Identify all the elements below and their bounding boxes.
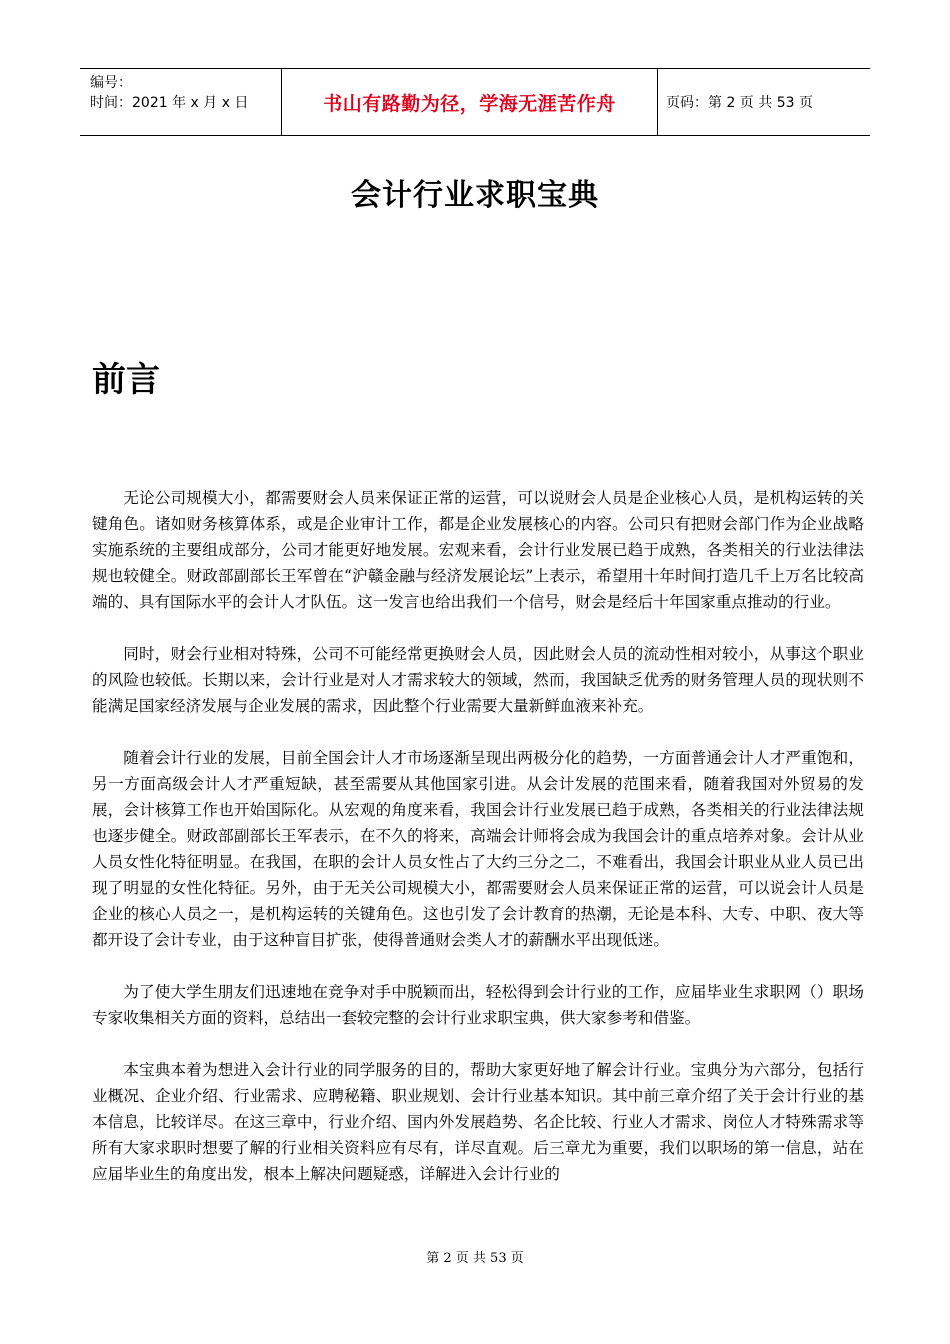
section-heading: 前言 [92,360,160,400]
body-paragraph: 本宝典本着为想进入会计行业的同学服务的目的，帮助大家更好地了解会计行业。宝典分为六部分，包括行业概况、企业介绍、行业需求、应聘秘籍、职业规划、会计行业基本知识。其中前三章介绍了关于会计行业的基本信息，比较详尽。在这三章中，行业介绍、国内外发展趋势、名企比较、行业人才需求、岗位人才特殊需求等所有大家求职时想要了解的行业相关资料应有尽有，详尽直观。后三章尤为重要，我们以职场的第一信息，站在应届毕业生的角度出发，根本上解决问题疑惑，详解进入会计行业的 [92,1061,864,1183]
document-title: 会计行业求职宝典 [351,178,599,213]
body-paragraph: 无论公司规模大小，都需要财会人员来保证正常的运营，可以说财会人员是企业核心人员，是机构运转的关键角色。诸如财务核算体系，或是企业审计工作，都是企业发展核心的内容。公司只有把财会部门作为企业战略实施系统的主要组成部分，公司才能更好地发展。宏观来看，会计行业发展已趋于成熟，各类相关的行业法律法规也较健全。财政部副部长王军曾在“沪赣金融与经济发展论坛”上表示，希望用十年时间打造几千上万名比较高端的、具有国际水平的会计人才队伍。这一发言也给出我们一个信号，财会是经后十年国家重点推动的行业。 [92,489,864,611]
document-number-label: 编号： [90,75,132,91]
header-motto: 书山有路勤为径，学海无涯苦作舟 [282,69,658,135]
document-body [92,485,864,1213]
header-meta [80,69,282,135]
header-page-info: 页码：第 2 页 共 53 页 [666,95,813,111]
page-footer: 第 2 页 共 53 页 [426,1251,524,1266]
body-paragraph: 同时，财会行业相对特殊，公司不可能经常更换财会人员，因此财会人员的流动性相对较小，从事这个职业的风险也较低。长期以来，会计行业是对人才需求较大的领域，然而，我国缺乏优秀的财务管理人员的现状则不能满足国家经济发展与企业发展的需求，因此整个行业需要大量新鲜血液来补充。 [92,645,864,715]
body-paragraph: 为了使大学生朋友们迅速地在竞争对手中脱颖而出，轻松得到会计行业的工作，应届毕业生求职网（）职场专家收集相关方面的资料，总结出一套较完整的会计行业求职宝典，供大家参考和借鉴。 [92,983,864,1027]
body-paragraph: 随着会计行业的发展，目前全国会计人才市场逐渐呈现出两极分化的趋势，一方面普通会计人才严重饱和，另一方面高级会计人才严重短缺，甚至需要从其他国家引进。从会计发展的范围来看，随着我国对外贸易的发展，会计核算工作也开始国际化。从宏观的角度来看，我国会计行业发展已趋于成熟，各类相关的行业法律法规也逐步健全。财政部副部长王军表示，在不久的将来，高端会计师将会成为我国会计的重点培养对象。会计从业人员女性化特征明显。在我国，在职的会计人员女性占了大约三分之二，不难看出，我国会计职业从业人员已出现了明显的女性化特征。另外，由于无关公司规模大小，都需要财会人员来保证正常的运营，可以说会计人员是企业的核心人员之一，是机构运转的关键角色。这也引发了会计教育的热潮，无论是本科、大专、中职、夜大等都开设了会计专业，由于这种盲目扩张，使得普通财会类人才的薪酬水平出现低迷。 [92,749,864,949]
page-header [80,68,870,136]
document-time-label: 时间：2021 年 x 月 x 日 [90,95,249,111]
